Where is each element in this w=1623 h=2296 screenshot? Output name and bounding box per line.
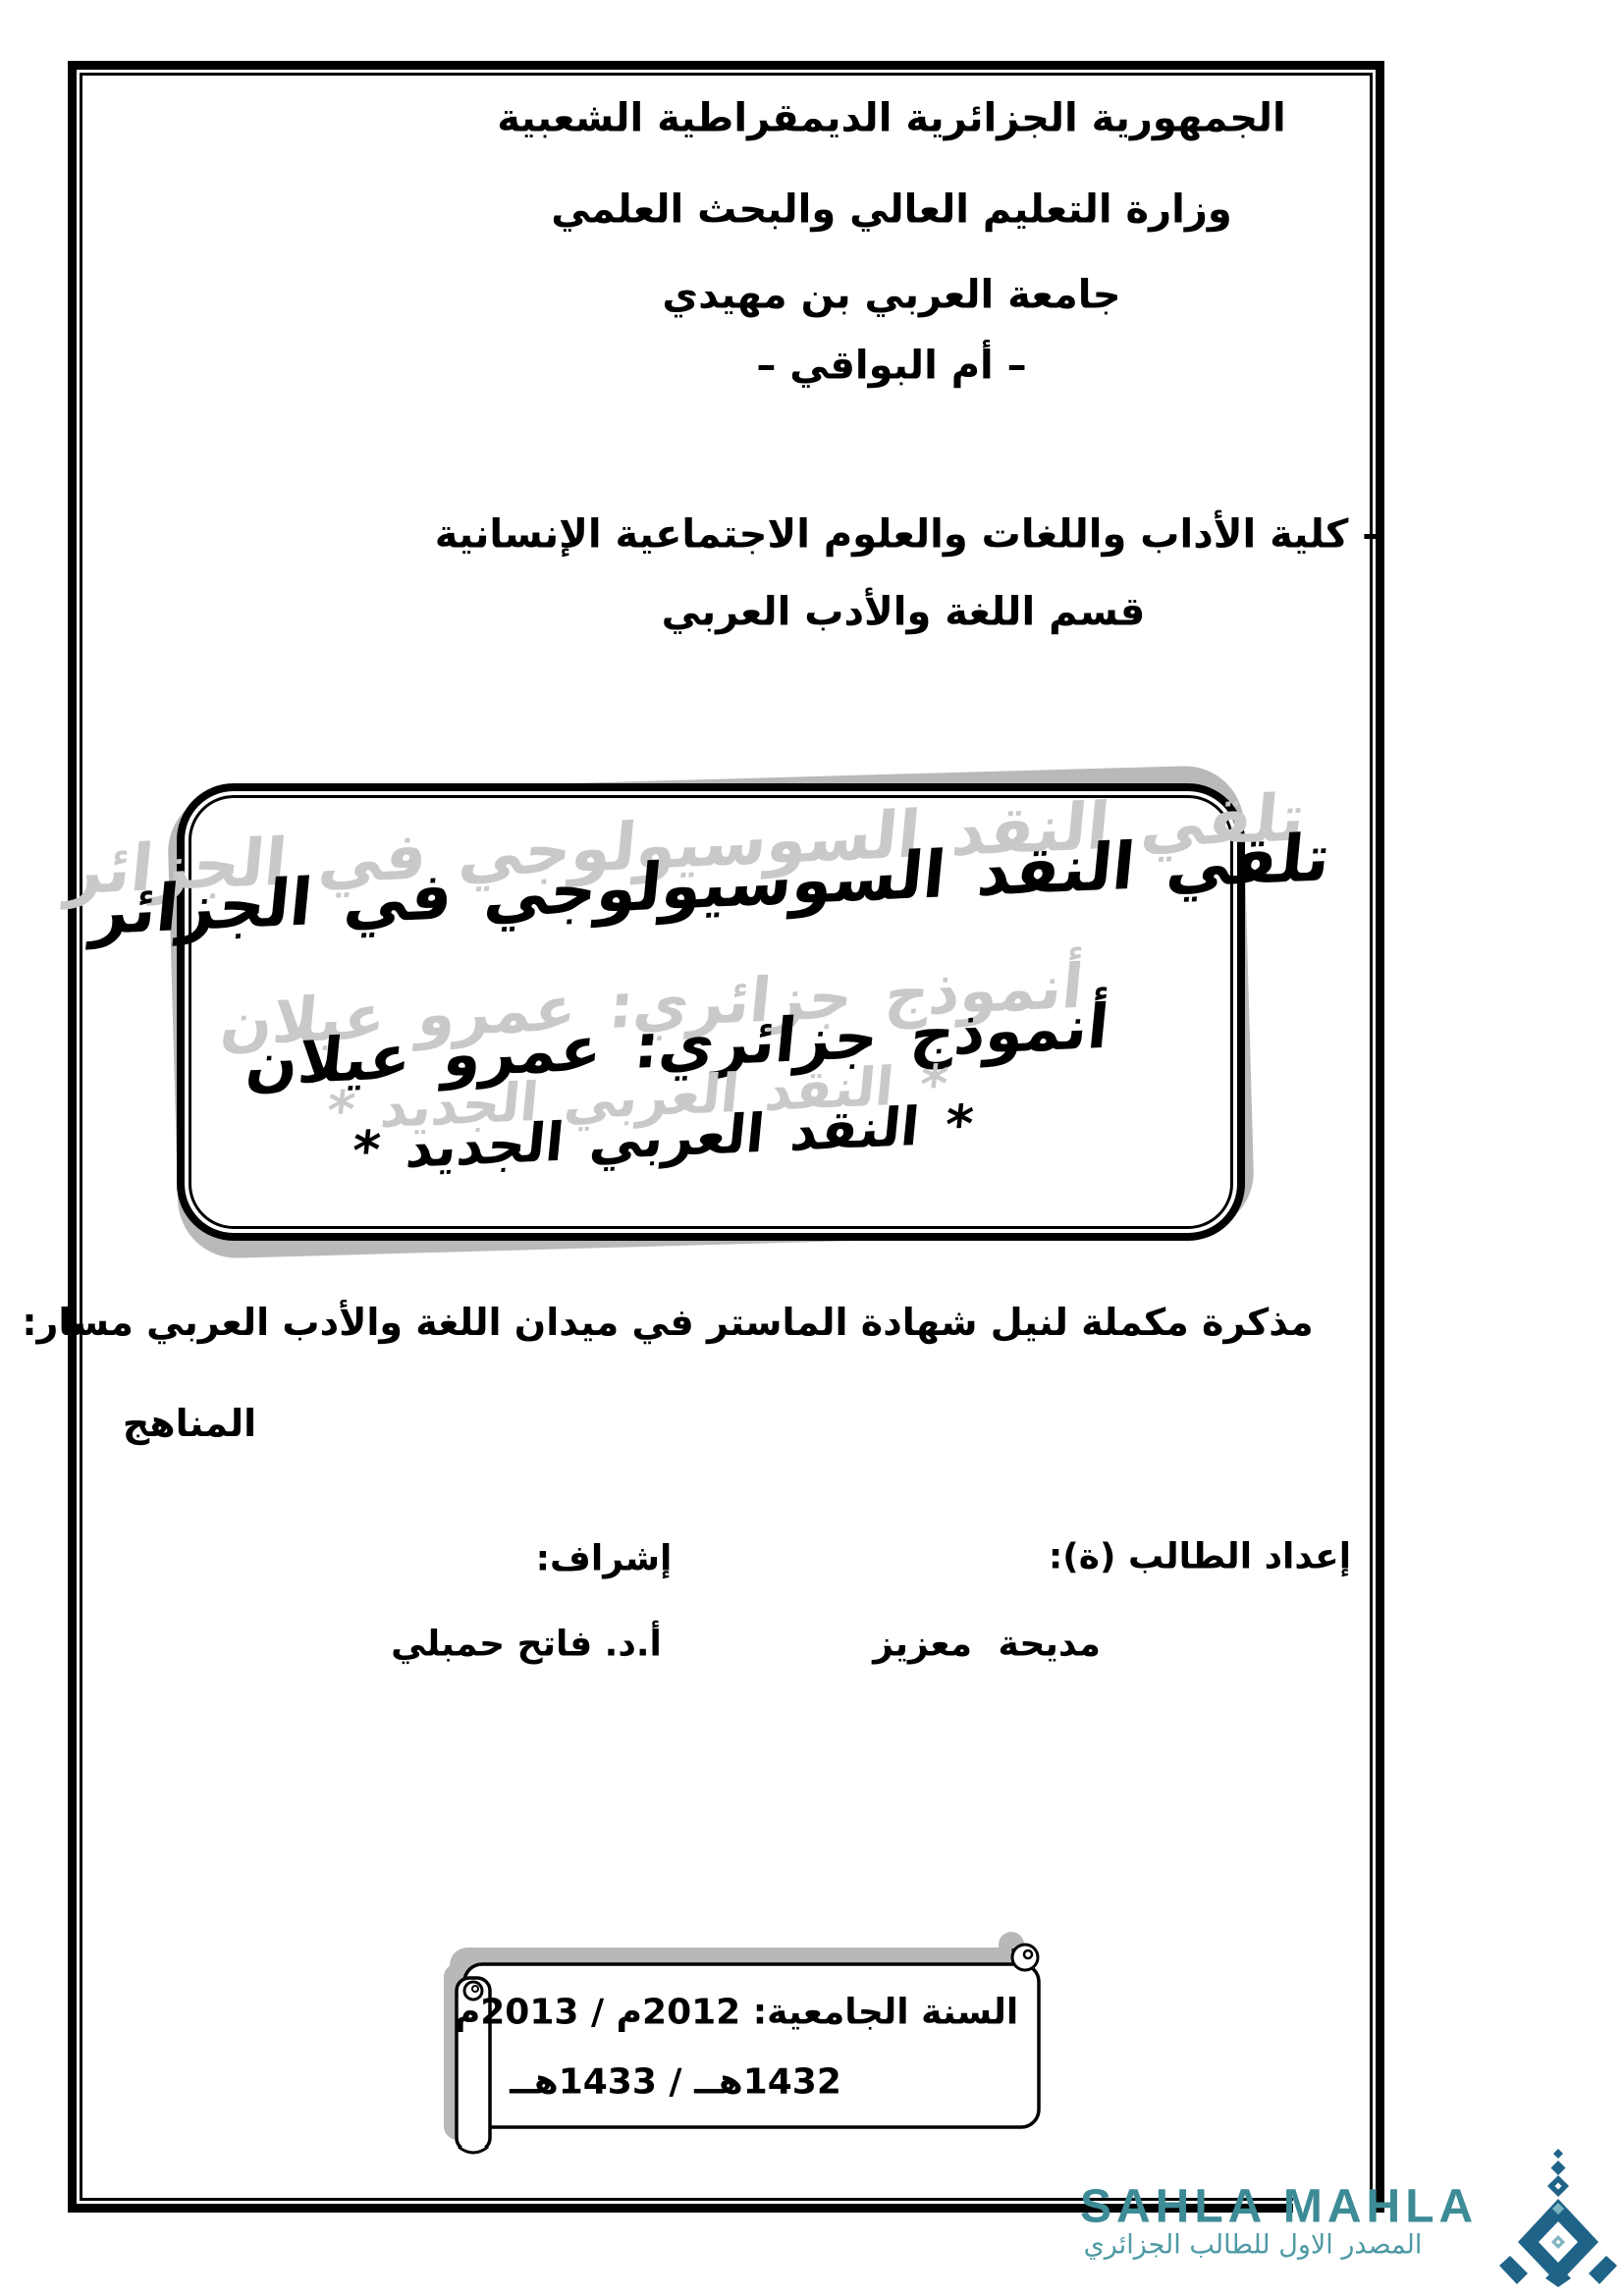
- city-name: – أم البواقي –: [756, 343, 1027, 389]
- ministry-title: وزارة التعليم العالي والبحث العلمي: [551, 187, 1232, 233]
- brand-tagline: المصدر الاول للطالب الجزائري: [1083, 2229, 1423, 2261]
- supervisor-label: إشراف:: [535, 1538, 673, 1579]
- thesis-title-line-1: تلقي النقد السوسيولوجي في الجزائر: [87, 819, 1334, 950]
- student-label: إعداد الطالب (ة):: [1048, 1536, 1352, 1577]
- department-name: قسم اللغة والأدب العربي: [661, 589, 1146, 635]
- faculty-name: – كلية الأداب واللغات والعلوم الاجتماعية الإنسانية: [434, 511, 1382, 558]
- brand-name: SAHLA MAHLA: [1080, 2180, 1479, 2233]
- university-name: جامعة العربي بن مهيدي: [662, 272, 1121, 318]
- scroll-paper: [464, 1964, 1039, 2127]
- thesis-track: المناهج: [122, 1401, 257, 1445]
- republic-title: الجمهورية الجزائرية الديمقراطية الشعبية: [497, 95, 1286, 141]
- thesis-title-line-2: أنموذج جزائري: عمرو عيلان: [243, 989, 1112, 1100]
- thesis-title-line-3: * النقد العربي الجديد *: [349, 1093, 977, 1183]
- student-name: مديحة معزيز: [873, 1624, 1101, 1665]
- sahla-mahla-logo-icon: [1498, 2148, 1618, 2287]
- academic-year-hijri: 1432هــ / 1433هــ: [510, 2061, 841, 2103]
- academic-year-gregorian: السنة الجامعية: 2012م / 2013م: [454, 1992, 1019, 2033]
- supervisor-name: أ.د. فاتح حمبلي: [391, 1624, 662, 1665]
- thesis-description: مذكرة مكملة لنيل شهادة الماستر في ميدان اللغة والأدب العربي مسار:: [22, 1300, 1314, 1344]
